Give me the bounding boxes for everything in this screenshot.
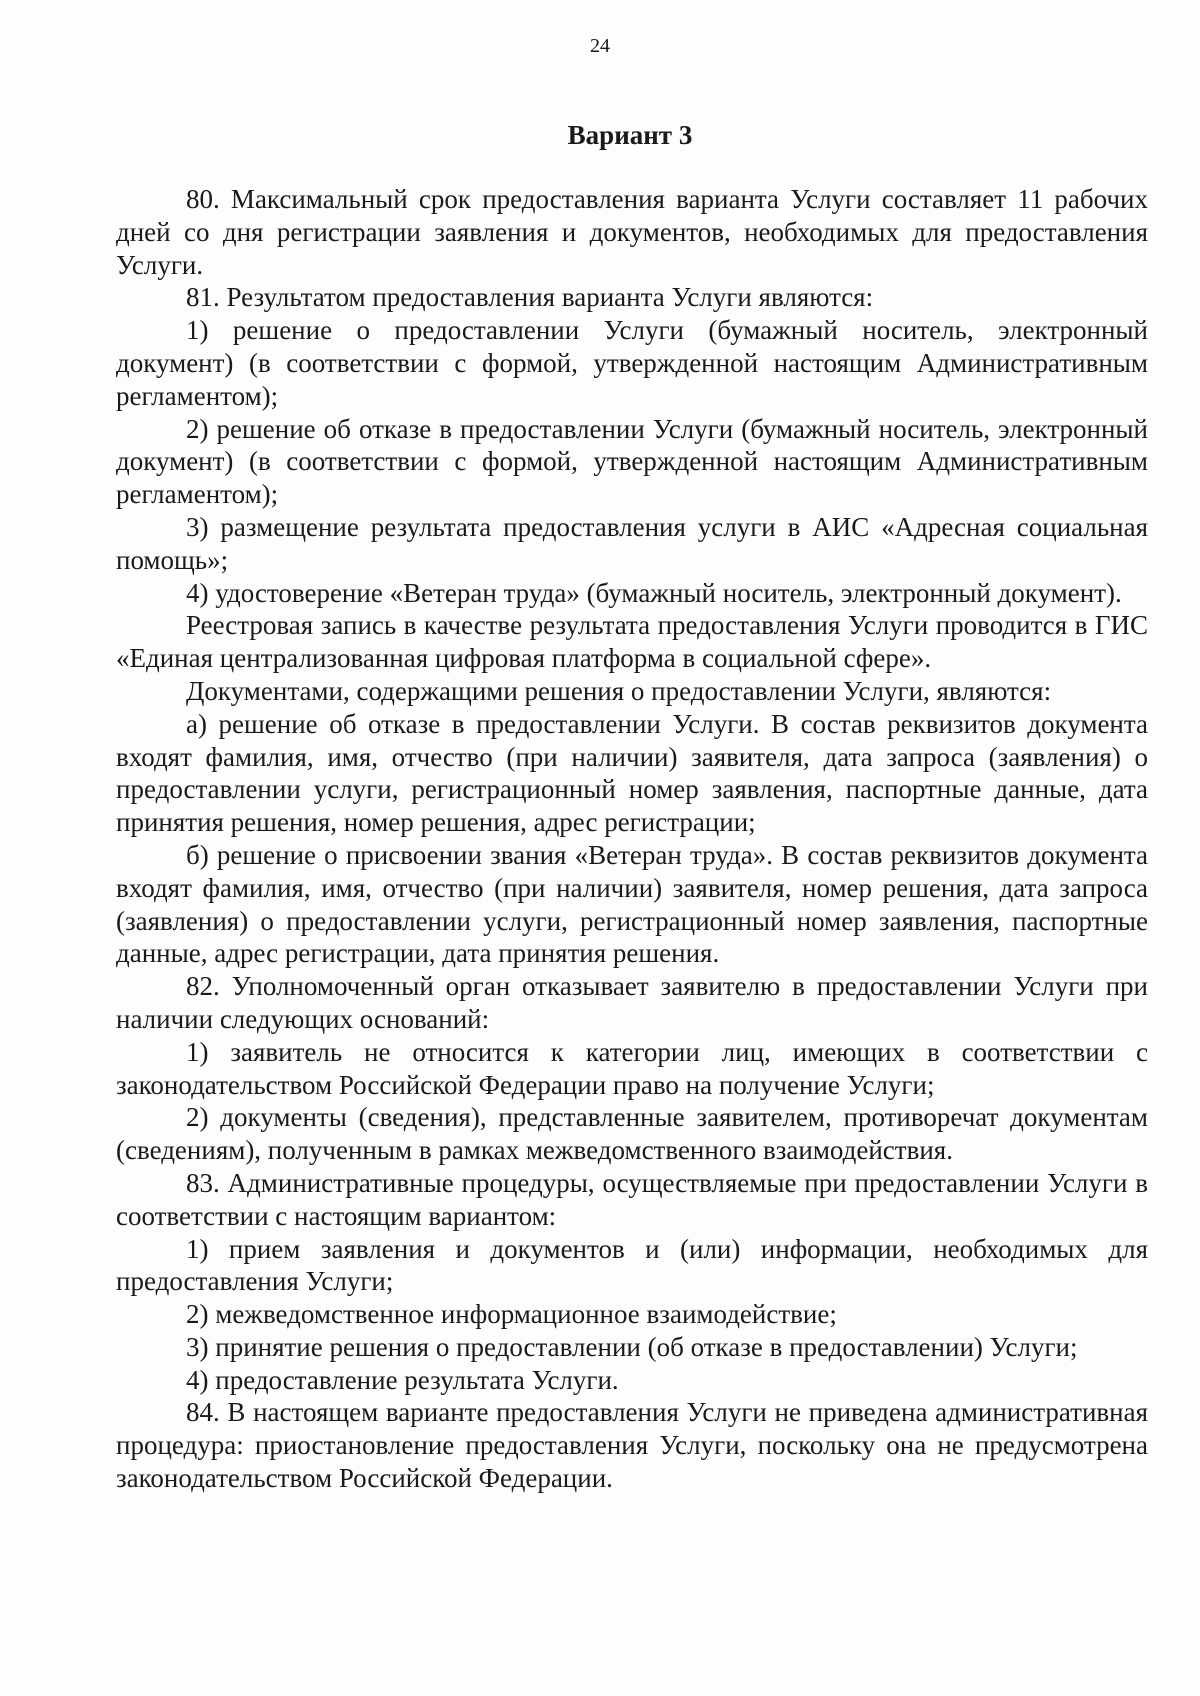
paragraph-decision-documents: Документами, содержащими решения о предоставлении Услуги, являются: [186,675,1052,706]
paragraph-82: 82. Уполномоченный орган отказывает заявителю в предоставлении Услуги при наличии следующих оснований: [116,971,1148,1034]
document-body [116,183,1148,1495]
list-item-81-2: 2) решение об отказе в предоставлении Услуги (бумажный носитель, электронный документ) (в соответствии с формой, утвержденной настоящим Административным регламентом); [116,413,1148,510]
list-item-82-2: 2) документы (сведения), представленные заявителем, противоречат документам (сведениям), полученным в рамках межведомственного взаимодействия. [116,1102,1148,1166]
paragraph-84: 84. В настоящем варианте предоставления Услуги не приведена административная процедура: приостановление предоставления Услуги, поскольку она не предусмотрена законодательством Российской Федерации. [116,1397,1148,1494]
list-item-81-3: 3) размещение результата предоставления услуги в АИС «Адресная социальная помощь»; [116,511,1148,575]
list-item-83-4: 4) предоставление результата Услуги. [186,1364,619,1395]
paragraph-80: 80. Максимальный срок предоставления варианта Услуги составляет 11 рабочих дней со дня регистрации заявления и документов, необходимых для предоставления Услуги. [116,184,1148,280]
list-item-83-3: 3) принятие решения о предоставлении (об отказе в предоставлении) Услуги; [186,1331,1078,1362]
list-item-83-1: 1) прием заявления и документов и (или) информации, необходимых для предоставления Услуги; [116,1233,1148,1297]
list-item-b: б) решение о присвоении звания «Ветеран труда». В состав реквизитов документа входят фамилия, имя, отчество (при наличии) заявителя, номер решения, дата запроса (заявления) о предоставлении услуги, регистрационный номер заявления, паспортные данные, адрес регистрации, дата принятия решения. [116,839,1148,969]
paragraph-81: 81. Результатом предоставления варианта Услуги являются: [186,282,874,313]
list-item-81-4: 4) удостоверение «Ветеран труда» (бумажный носитель, электронный документ). [186,577,1122,608]
list-item-a: а) решение об отказе в предоставлении Услуги. В состав реквизитов документа входят фамилия, имя, отчество (при наличии) заявителя, дата запроса (заявления) о предоставлении услуги, регистрационный номер заявления, паспортные данные, дата принятия решения, номер решения, адрес регистрации; [116,708,1148,838]
list-item-82-1: 1) заявитель не относится к категории лиц, имеющих в соответствии с законодательством Российской Федерации право на получение Услуги; [116,1036,1148,1100]
list-item-81-1: 1) решение о предоставлении Услуги (бумажный носитель, электронный документ) (в соответствии с формой, утвержденной настоящим Административным регламентом); [116,315,1148,411]
paragraph-83: 83. Административные процедуры, осуществляемые при предоставлении Услуги в соответствии с настоящим вариантом: [116,1167,1148,1231]
section-title: Вариант 3 [567,120,693,150]
paragraph-registry-record: Реестровая запись в качестве результата предоставления Услуги проводится в ГИС «Единая централизованная цифровая платформа в социальной сфере». [116,610,1148,674]
list-item-83-2: 2) межведомственное информационное взаимодействие; [186,1299,837,1330]
page-number: 24 [590,35,610,57]
